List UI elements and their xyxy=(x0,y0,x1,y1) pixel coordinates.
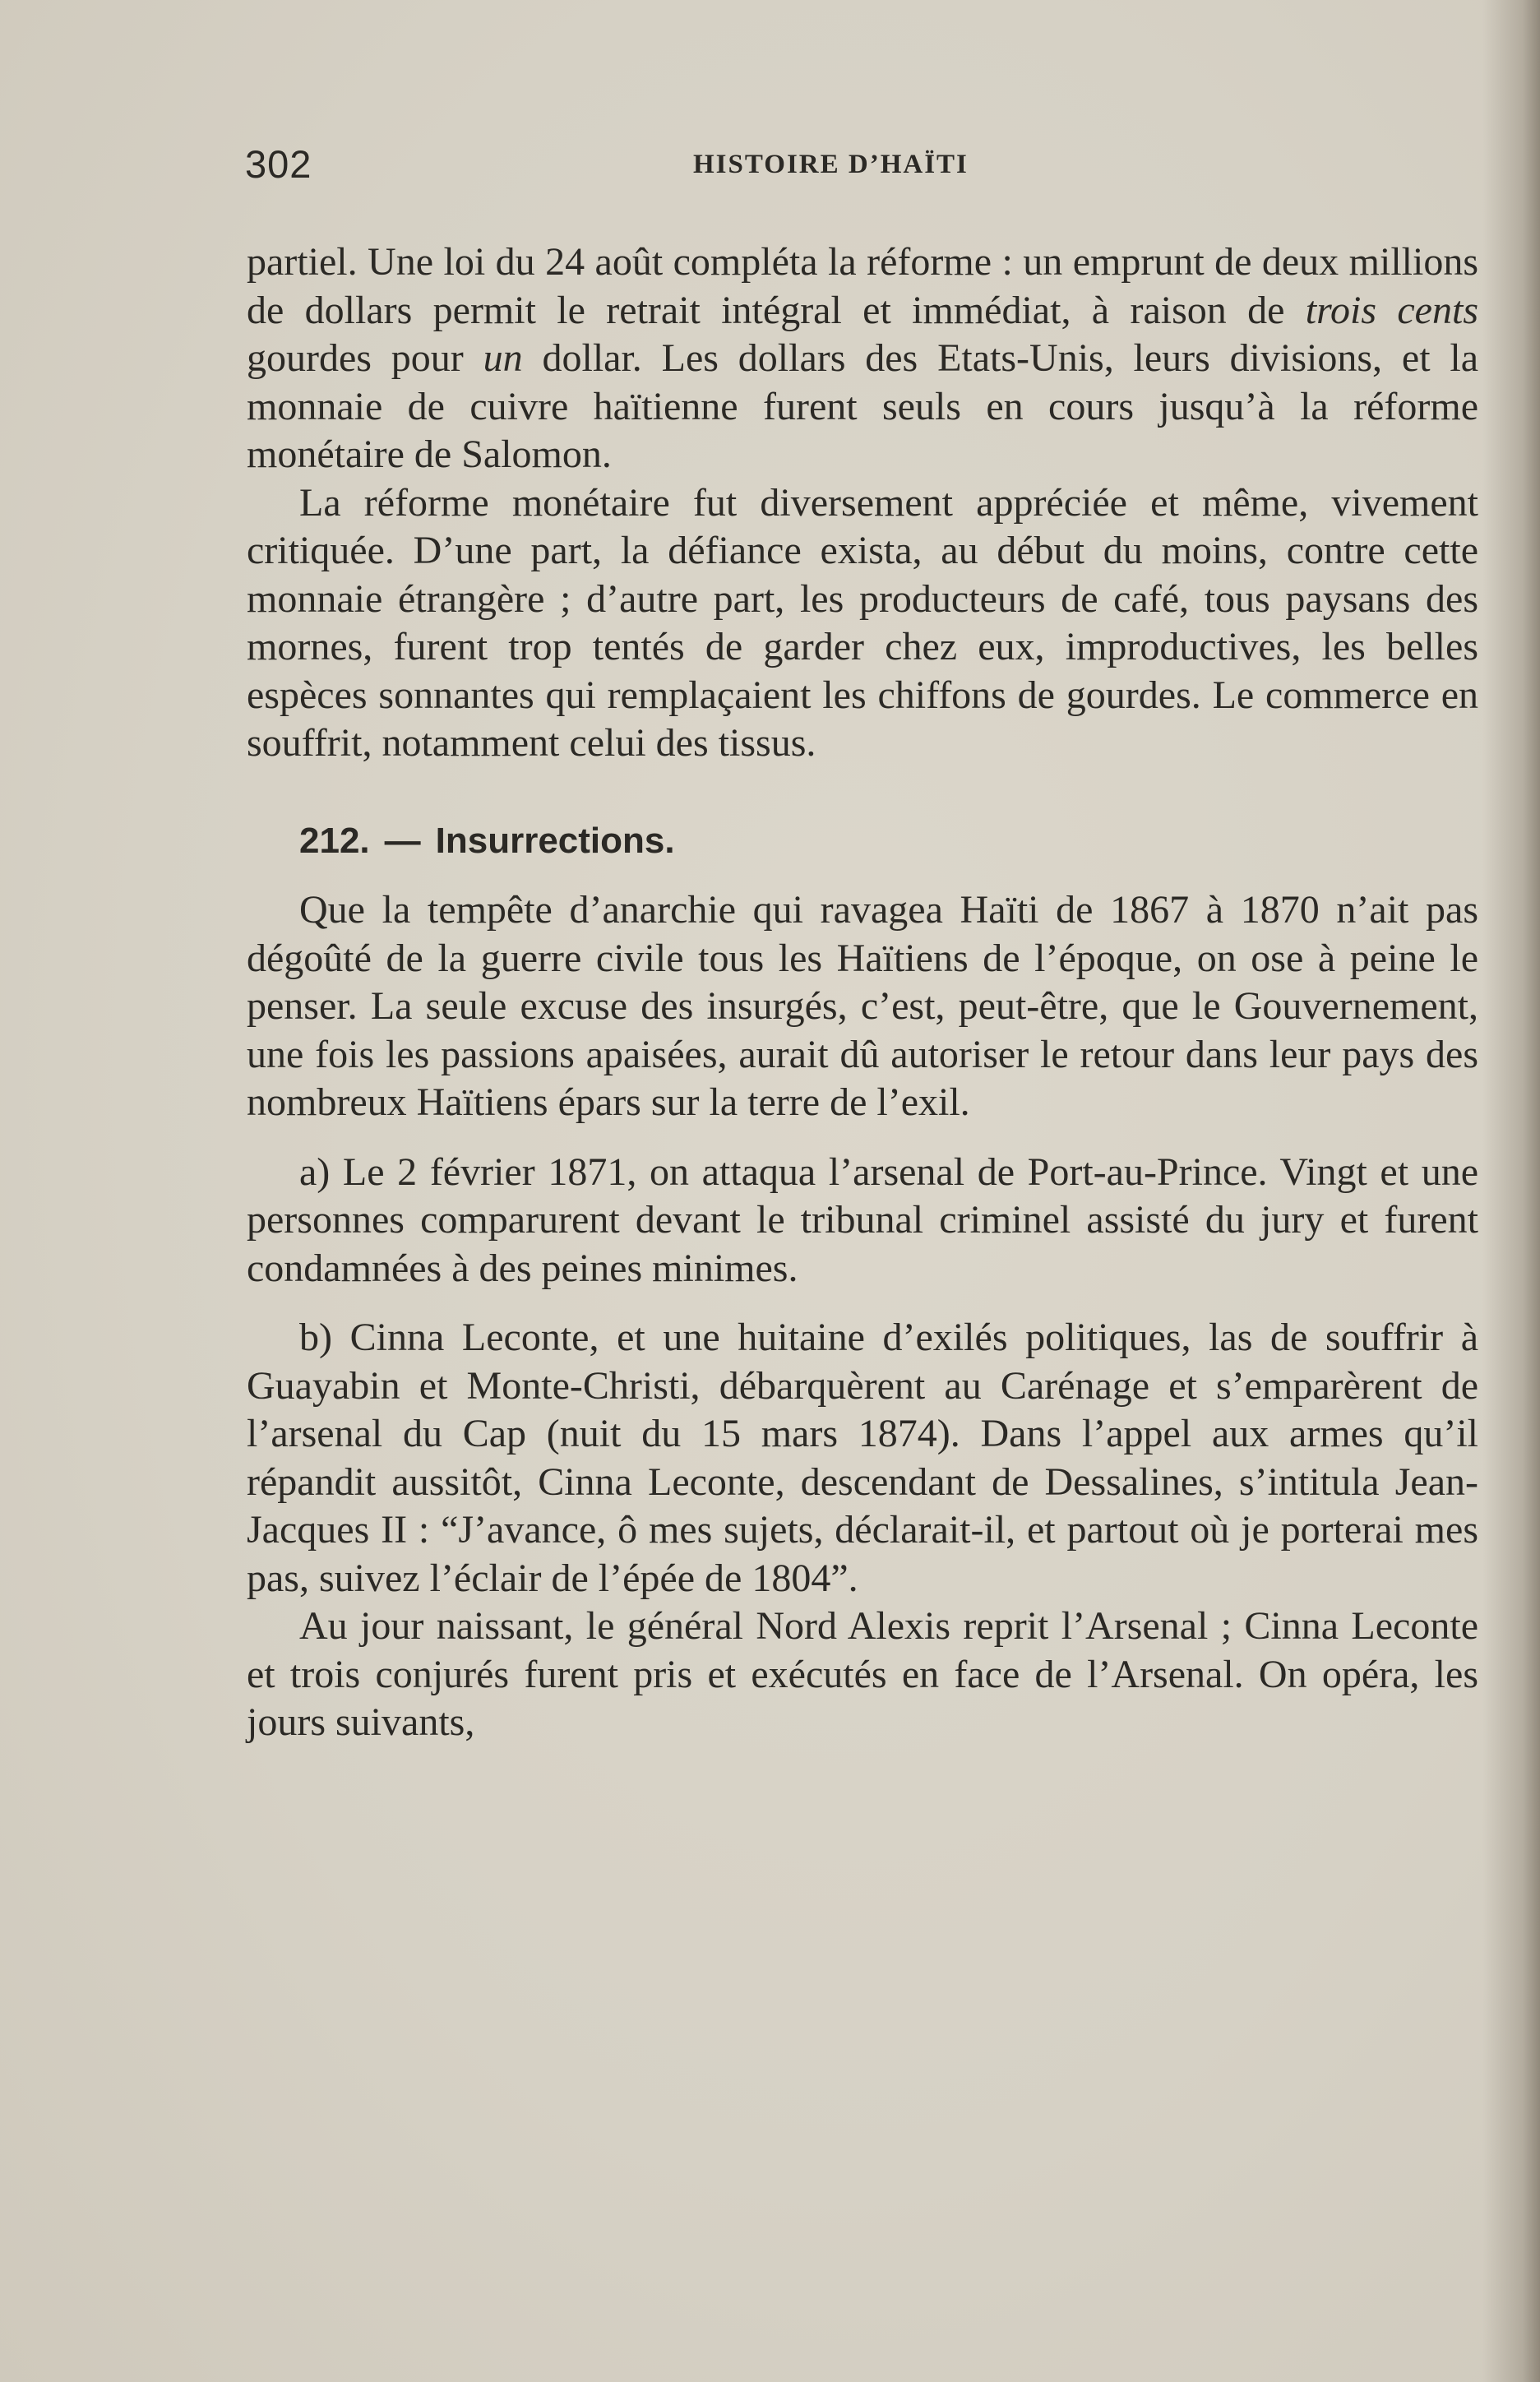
paragraph-3: Que la tempête d’anarchie qui ravagea Haïti de 1867 à 1870 n’ait pas dégoûté de la guerre civile tous les Haïtiens de l’époque, on ose à peine le penser. La seule excuse des insurgés, c’est, peut-être, que le Gouvernement, une fois les passions apaisées, aurait dû autoriser le retour dans leur pays des nombreux Haïtiens épars sur la terre de l’exil. xyxy=(247,888,1478,1124)
paragraph-5: b) Cinna Leconte, et une huitaine d’exilés politiques, las de souffrir à Guayabin et Monte-Christi, débarquèrent au Carénage et s’emparèrent de l’arsenal du Cap (nuit du 15 mars 1874). Dans l’appel aux armes qu’il répandit aussitôt, Cinna Leconte, descendant de Dessalines, s’intitula Jean-Jacques II : “J’avance, ô mes sujets, déclarait-il, et partout où je porterai mes pas, suivez l’éclair de l’épée de 1804”. xyxy=(247,1316,1478,1600)
paragraph-2: La réforme monétaire fut diversement appréciée et même, vivement critiquée. D’une part, la défiance exista, au début du moins, contre cette monnaie étrangère ; d’autre part, les producteurs de café, tous paysans des mornes, furent trop tentés de garder chez eux, improductives, les belles espèces sonnantes qui remplaçaient les chiffons de gourdes. Le commerce en souffrit, notamment celui des tissus. xyxy=(247,480,1478,765)
page-number: 302 xyxy=(245,142,312,186)
section-number: 212. xyxy=(299,820,370,861)
page-edge-shadow xyxy=(1482,0,1540,2382)
italic-phrase: trois cents xyxy=(1305,288,1479,332)
paragraph-1: partiel. Une loi du 24 août compléta la réforme : un emprunt de deux millions de dollars permit le retrait intégral et immédiat, à raison de trois cents gourdes pour un dollar. Les dollars des Etats-Unis, leurs divisions, et la monnaie de cuivre haïtienne furent seuls en cours jusqu’à la réforme monétaire de Salomon. xyxy=(247,240,1479,476)
page-header xyxy=(245,138,1478,196)
paragraph-6: Au jour naissant, le général Nord Alexis reprit l’Arsenal ; Cinna Leconte et trois conjurés furent pris et exécutés en face de l’Arsenal. On opéra, les jours suivants, xyxy=(247,1604,1478,1744)
body-text xyxy=(247,238,1478,1747)
section-title: Insurrections. xyxy=(435,820,675,861)
paragraph-4: a) Le 2 février 1871, on attaqua l’arsenal de Port-au-Prince. Vingt et une personnes comparurent devant le tribunal criminel assisté du jury et furent condamnées à des peines minimes. xyxy=(247,1149,1478,1290)
section-heading xyxy=(247,817,1478,866)
italic-word: un xyxy=(483,336,523,380)
section-dash: — xyxy=(384,820,421,861)
running-title: HISTOIRE D’HAÏTI xyxy=(693,150,969,179)
